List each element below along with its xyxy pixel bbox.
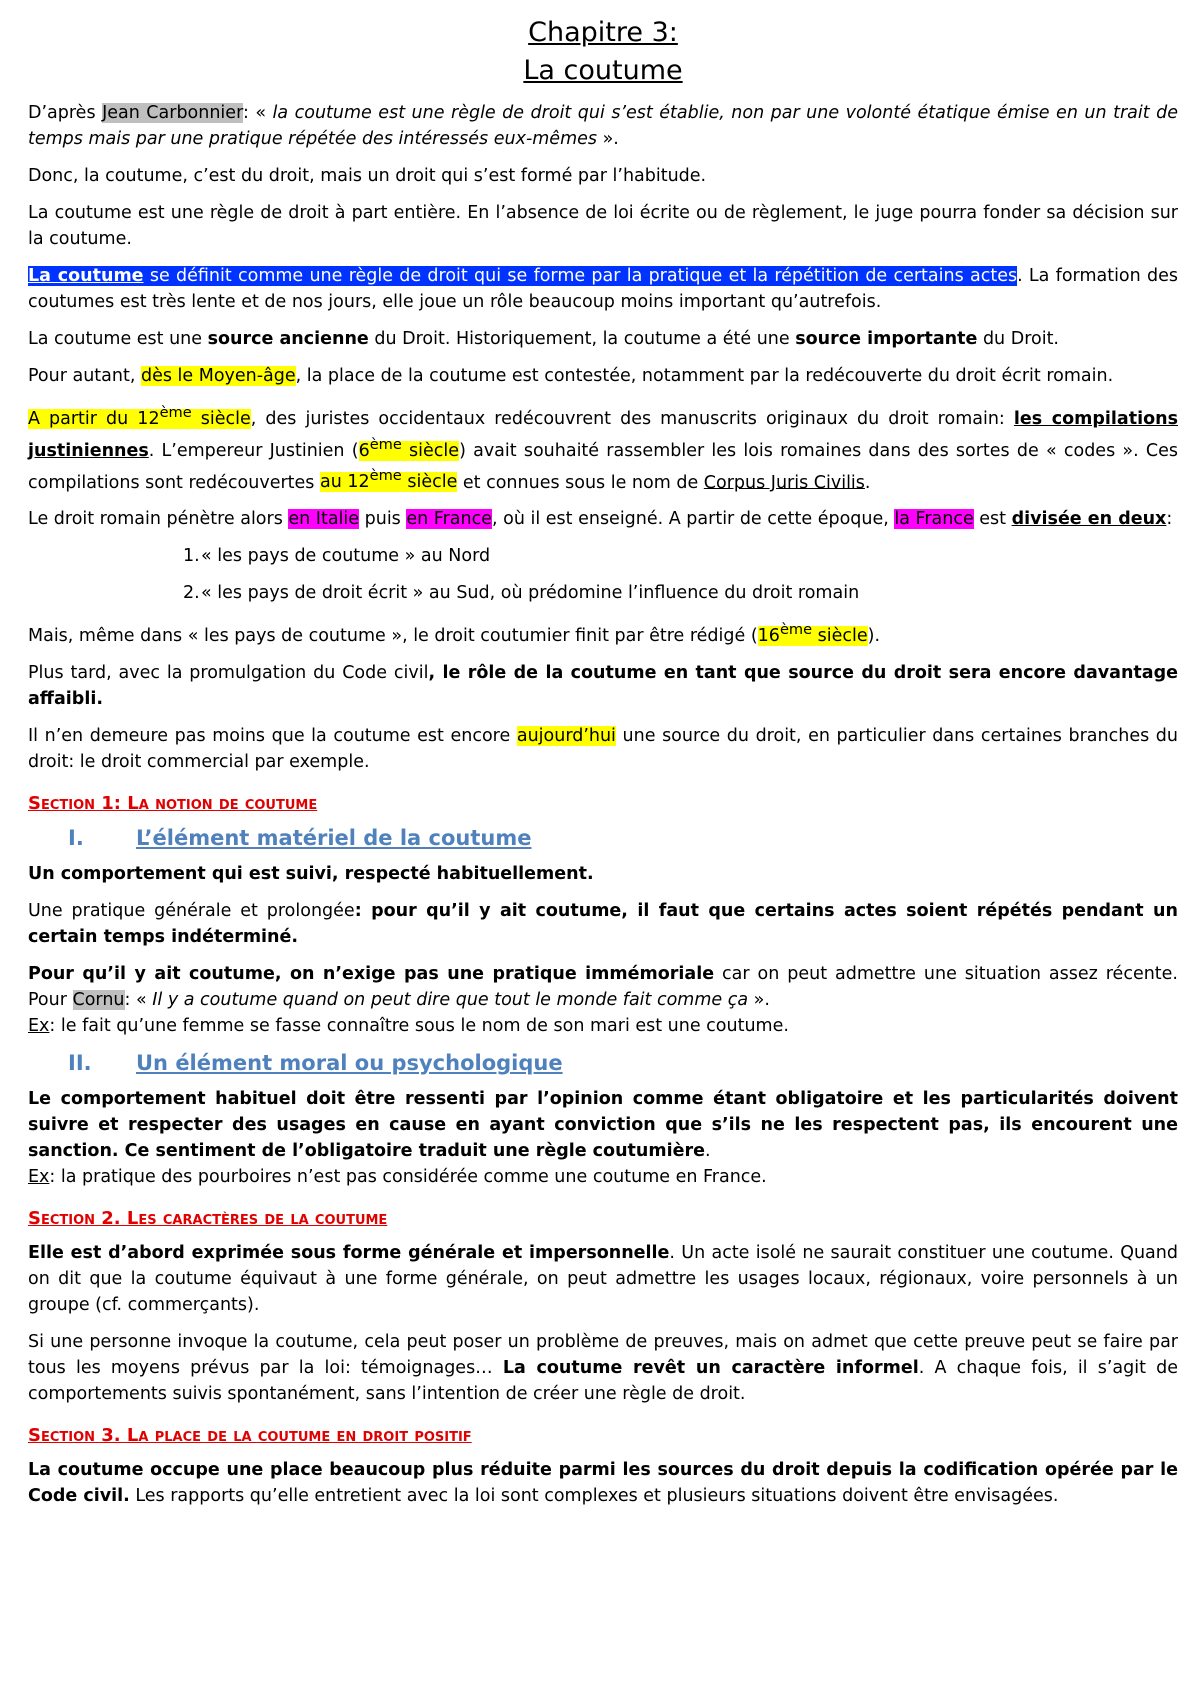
text-run: 16 (757, 626, 780, 647)
text-run: est (973, 509, 1012, 530)
paragraph (28, 961, 1178, 1013)
paragraph (28, 660, 1178, 712)
text-run: . Un acte isolé ne saurait constituer une coutume. Quand on dit que la coutume équivaut à une forme générale, on peut admettre les usages locaux, régionaux, voire personnels à un groupe (cf. commerçants). (28, 1243, 1178, 1316)
paragraph (28, 363, 1178, 389)
author-name: Cornu (72, 990, 125, 1011)
paragraph (28, 1329, 1178, 1407)
text-run: A partir du 12 (28, 408, 160, 429)
bold-text: Le comportement habituel doit être ressenti par l’opinion comme étant obligatoire et les particularités doivent suivre et respecter des usages en cause en ayant conviction que s’ils ne les respectent pas, ils encourent une sanction. Ce sentiment de l’obligatoire traduit une règle coutumière (28, 1089, 1178, 1162)
highlight (28, 404, 251, 429)
text-run: Si une personne invoque la coutume, cela peut poser un problème de preuves, mais on admet que cette preuve peut se faire par tous les moyens prévus par la loi: témoignages… (28, 1332, 1178, 1379)
text-run: siècle (401, 472, 458, 493)
text-run: au 12 (319, 472, 370, 493)
paragraph (28, 617, 1178, 649)
text-run: : le fait qu’une femme se fasse connaître sous le nom de son mari est une coutume. (49, 1016, 789, 1037)
highlight: aujourd’hui (516, 726, 616, 747)
paragraph: Donc, la coutume, c’est du droit, mais un droit qui s’est formé par l’habitude. (28, 166, 707, 186)
highlight: la France (894, 509, 974, 530)
chapter-number: Chapitre 3: (528, 17, 678, 48)
section-heading-1: Section 1: La notion de coutume (28, 793, 318, 815)
text-run: 6 (358, 440, 370, 461)
paragraph: Un comportement qui est suivi, respecté habituellement. (28, 864, 594, 885)
text-run: ). (867, 626, 881, 647)
text-run: : (1166, 509, 1173, 530)
bold-term: source ancienne (207, 329, 369, 349)
text-run: Une pratique générale et prolongée (28, 901, 355, 922)
underlined-term: Corpus Juris Civilis (703, 472, 865, 493)
paragraph (28, 506, 1178, 532)
highlight (358, 435, 460, 461)
text-run: siècle (191, 408, 251, 429)
roman-numeral: II. (68, 1051, 92, 1076)
text-run: : « (124, 990, 153, 1011)
key-term: La coutume (28, 266, 144, 286)
text-run: puis (359, 509, 407, 530)
paragraph (28, 723, 1178, 775)
text-run: ». (597, 129, 619, 149)
superscript: ème (369, 467, 402, 485)
paragraph (28, 326, 1178, 352)
text-run: La coutume est une (28, 329, 208, 349)
bold-term: source importante (795, 329, 978, 349)
text-run: du Droit. (977, 329, 1059, 349)
text-run: et connues sous le nom de (457, 472, 704, 493)
text-run: . (704, 1141, 711, 1162)
paragraph-definition-carbonnier (28, 100, 1178, 152)
bold-text: La coutume revêt un caractère informel (502, 1358, 919, 1379)
list-text: « les pays de droit écrit » au Sud, où prédomine l’influence du droit romain (201, 583, 860, 604)
text-run: Le droit romain pénètre alors (28, 509, 289, 530)
text-run: siècle (812, 626, 868, 647)
roman-numeral: I. (68, 826, 84, 851)
text-run: . A chaque fois, il s’agit de comportements suivis spontanément, sans l’intention de créer une règle de droit. (28, 1358, 1179, 1405)
text-run: , où il est enseigné. A partir de cette époque, (492, 509, 895, 530)
superscript: ème (779, 621, 813, 639)
text-run: Plus tard, avec la promulgation du Code civil (28, 663, 429, 684)
highlight (319, 467, 458, 493)
bold-text: La coutume occupe une place beaucoup plus réduite parmi les sources du droit depuis la codification opérée par le Code civil. (28, 1460, 1178, 1507)
paragraph (28, 1457, 1178, 1509)
list-number: 2. (183, 583, 200, 604)
section-heading-2: Section 2. Les caractères de la coutume (28, 1208, 388, 1230)
chapter-name: La coutume (523, 55, 683, 86)
quote-text: la coutume est une règle de droit qui s’est établie, non par une volonté étatique émise en un trait de temps mais par une pratique répétée des intéressés eux-mêmes (28, 103, 1178, 149)
bold-text: Elle est d’abord exprimée sous forme générale et impersonnelle (28, 1243, 670, 1264)
bold-text: , le rôle de la coutume en tant que source du droit sera encore davantage affaibli. (28, 663, 1179, 710)
paragraph (28, 1086, 1178, 1164)
text-run: . (864, 472, 871, 493)
quote-text: Il y a coutume quand on peut dire que tout le monde fait comme ça (152, 990, 749, 1011)
highlight: en Italie (288, 509, 360, 530)
definition-text: se définit comme une règle de droit qui se forme par la pratique et la répétition de certains actes (143, 266, 1018, 286)
text-run: . L’empereur Justinien ( (148, 440, 359, 461)
paragraph: La coutume est une règle de droit à part entière. En l’absence de loi écrite ou de règlement, le juge pourra fonder sa décision sur la coutume. (28, 203, 1178, 249)
example-label: Ex (28, 1167, 50, 1188)
paragraph (28, 1240, 1178, 1318)
paragraph (28, 898, 1178, 950)
superscript: ème (369, 435, 402, 453)
text-run: , la place de la coutume est contestée, notamment par la redécouverte du droit écrit romain. (295, 366, 1114, 386)
document-page (28, 14, 1178, 1520)
text-run: du Droit. Historiquement, la coutume a été une (368, 329, 796, 349)
highlight: dès le Moyen-âge (140, 366, 296, 386)
example-label: Ex (28, 1016, 50, 1037)
subsection-heading-1 (68, 825, 1178, 851)
text-run: une source du droit, en particulier dans certaines branches du droit: le droit commercial par exemple. (28, 726, 1178, 773)
list-item (183, 580, 1178, 606)
text-run: Les rapports qu’elle entretient avec la loi sont complexes et plusieurs situations doivent être envisagées. (129, 1486, 1059, 1507)
example-line (28, 1013, 1178, 1039)
text-run: car on peut admettre une situation assez récente. Pour (28, 964, 1178, 1011)
example-line (28, 1164, 1178, 1190)
text-run: Il n’en demeure pas moins que la coutume est encore (28, 726, 517, 747)
bold-underlined-term: les compilations justiniennes (28, 408, 1178, 461)
text-run: D’après (28, 103, 103, 123)
highlight: en France (406, 509, 492, 530)
text-run: siècle (401, 440, 460, 461)
chapter-title (28, 14, 1178, 90)
text-run: . La formation des coutumes est très lente et de nos jours, elle joue un rôle beaucoup moins important qu’autrefois. (28, 266, 1179, 312)
highlight (757, 621, 868, 647)
author-name: Jean Carbonnier (102, 103, 243, 123)
text-run: Pour autant, (28, 366, 141, 386)
subsection-title: Un élément moral ou psychologique (136, 1051, 563, 1076)
list-number: 1. (183, 546, 200, 567)
bold-underlined-term: divisée en deux (1011, 509, 1167, 530)
paragraph-definition (28, 263, 1178, 315)
text-run: , des juristes occidentaux redécouvrent des manuscrits originaux du droit romain: (250, 408, 1014, 429)
subsection-title: L’élément matériel de la coutume (136, 826, 532, 851)
list-item (183, 543, 1178, 569)
text-run: Mais, même dans « les pays de coutume », le droit coutumier finit par être rédigé ( (28, 626, 758, 647)
text-run: ». (748, 990, 770, 1011)
superscript: ème (159, 404, 192, 421)
text-run: : la pratique des pourboires n’est pas considérée comme une coutume en France. (49, 1167, 767, 1188)
bold-text: : pour qu’il y ait coutume, il faut que certains actes soient répétés pendant un certain temps indéterminé. (28, 901, 1178, 948)
paragraph (28, 400, 1178, 495)
text-run: ) avait souhaité rassembler les lois romaines dans des sortes de « codes ». Ces compilations sont redécouvertes (28, 440, 1178, 493)
subsection-heading-2 (68, 1050, 1178, 1076)
list-text: « les pays de coutume » au Nord (201, 546, 491, 567)
text-run: : « (242, 103, 273, 123)
bold-text: Pour qu’il y ait coutume, on n’exige pas une pratique immémoriale (28, 964, 715, 985)
section-heading-3: Section 3. La place de la coutume en droit positif (28, 1425, 472, 1447)
